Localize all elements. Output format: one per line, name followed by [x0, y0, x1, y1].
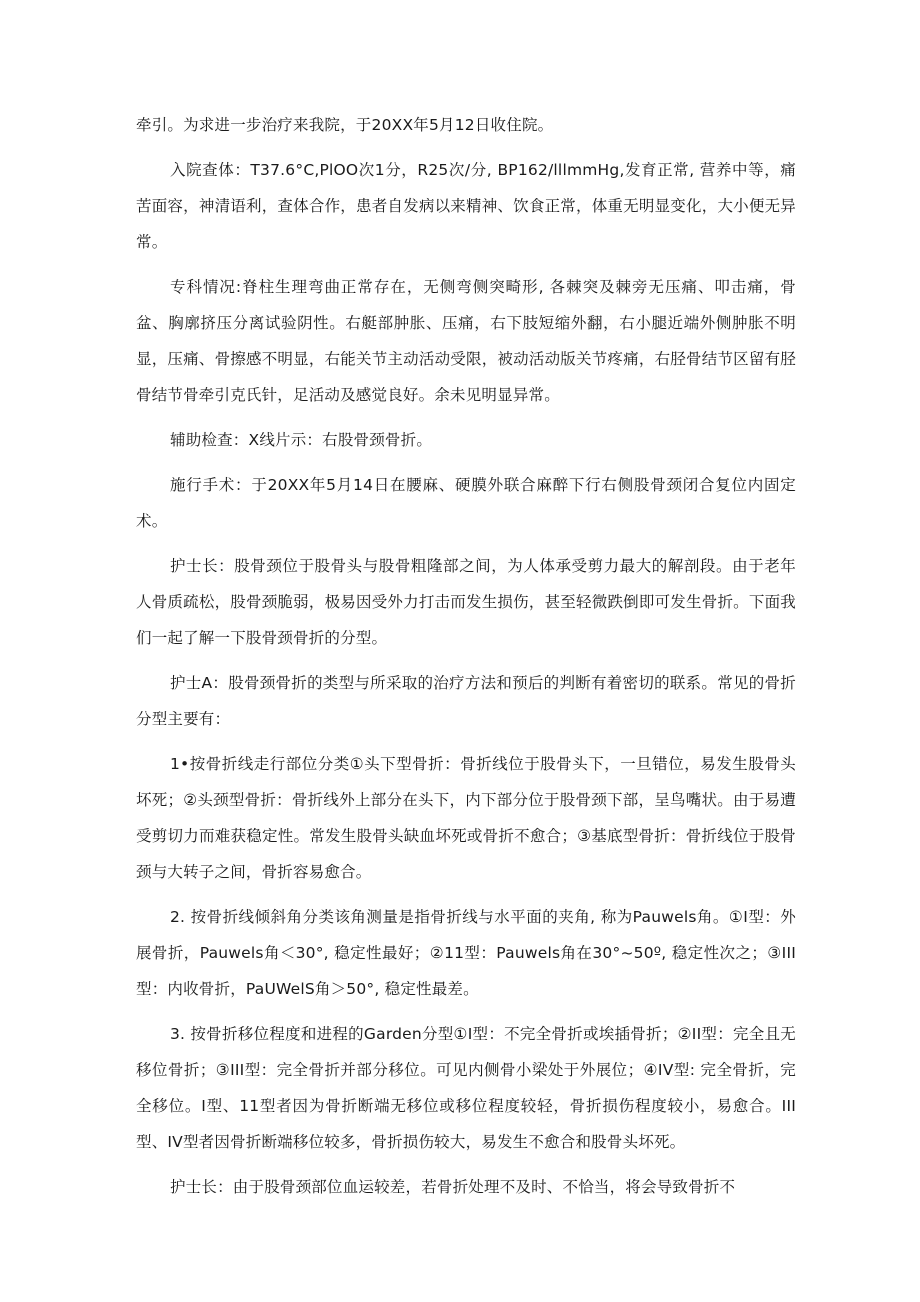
- paragraph-classification-1: 1•按骨折线走行部位分类①头下型骨折：骨折线位于股骨头下，一旦错位，易发生股骨头坏死；②头颈型骨折：骨折线外上部分在头下，内下部分位于股骨颈下部，呈鸟嘴状。由于易遭受剪切力而难获稳定性。常发生股骨头缺血坏死或骨折不愈合；③基底型骨折：骨折线位于股骨颈与大转子之间，骨折容易愈合。: [136, 755, 796, 881]
- paragraph-traction-admission: 牵引。为求进一步治疗来我院，于20XX年5月12日收住院。: [136, 116, 554, 134]
- paragraph-auxiliary-exam: 辅助检查：X线片示：右股骨颈骨折。: [170, 431, 433, 449]
- paragraph-head-nurse-intro: 护士长：股骨颈位于股骨头与股骨粗隆部之间，为人体承受剪力最大的解剖段。由于老年人骨质疏松，股骨颈脆弱，极易因受外力打击而发生损伤，甚至轻微跌倒即可发生骨折。下面我们一起了解一下股骨颈骨折的分型。: [136, 557, 796, 647]
- paragraph-surgery: 施行手术：于20XX年5月14日在腰麻、硬膜外联合麻醉下行右侧股骨颈闭合复位内固定术。: [136, 476, 796, 530]
- document-body: [136, 107, 796, 1214]
- paragraph-classification-3: 3. 按骨折移位程度和进程的Garden分型①I型：不完全骨折或埃插骨折；②II型：完全且无移位骨折；③III型：完全骨折并部分移位。可见内侧骨小梁处于外展位；④IV型: 完全骨折，完全移位。I型、11型者因为骨折断端无移位或移位程度较轻，骨折损伤程度较小，易愈合。III型、IV型者因骨折断端移位较多，骨折损伤较大，易发生不愈合和股骨头坏死。: [136, 1025, 796, 1151]
- paragraph-specialty-findings: 专科情况:脊柱生理弯曲正常存在，无侧弯侧突畸形, 各棘突及棘旁无压痛、叩击痛，骨盆、胸廓挤压分离试验阴性。右艇部肿胀、压痛，右下肢短缩外翻，右小腿近端外侧肿胀不明显，压痛、骨擦感不明显，右能关节主动活动受限，被动活动版关节疼痛，右胫骨结节区留有胫骨结节骨牵引克氏针，足活动及感觉良好。余未见明显异常。: [136, 278, 796, 404]
- paragraph-nurse-a: 护士A：股骨颈骨折的类型与所采取的治疗方法和预后的判断有着密切的联系。常见的骨折分型主要有：: [136, 674, 796, 728]
- paragraph-head-nurse-blood-supply: 护士长：由于股骨颈部位血运较差，若骨折处理不及时、不恰当，将会导致骨折不: [170, 1178, 736, 1196]
- paragraph-admission-exam: 入院查体：T37.6°C,PlOO次1分，R25次/分, BP162/lllmmHg,发育正常, 营养中等，痛苦面容，神清语利，查体合作，患者自发病以来精神、饮食正常，体重无明显变化，大小便无异常。: [136, 161, 796, 251]
- paragraph-classification-2: 2. 按骨折线倾斜角分类该角测量是指骨折线与水平面的夹角, 称为Pauwels角。①I型：外展骨折，Pauwels角＜30°, 稳定性最好；②11型：Pauwels角在30°~50º, 稳定性次之；③III型：内收骨折，PaUWelS角＞50°, 稳定性最差。: [136, 908, 796, 998]
